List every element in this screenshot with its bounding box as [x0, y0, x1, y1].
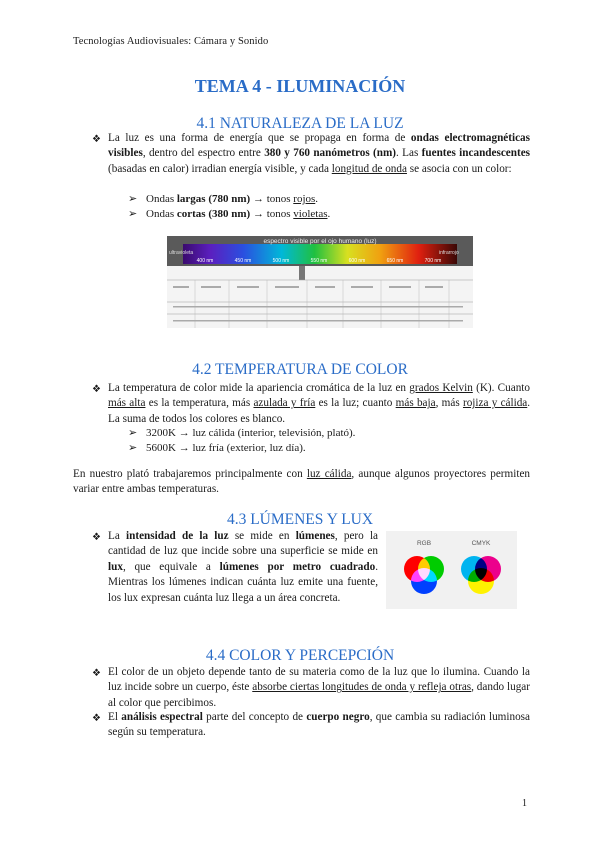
- paragraph-light-nature: La luz es una forma de energía que se propaga en forma de ondas electromagnéticas visibles, dentro del espectro entre 380 y 760 nanómetros (nm). Las fuentes incandescentes (basadas en calor) irradian energía visible, y cada longitud de onda se asocia con un color:: [108, 132, 531, 175]
- cmyk-yellow-circle: [468, 568, 494, 594]
- spectrum-nm-label: 700 nm: [424, 258, 442, 264]
- page-title: TEMA 4 - ILUMINACIÓN: [194, 76, 406, 96]
- page-header: Tecnologías Audiovisuales: Cámara y Sonido: [73, 36, 269, 47]
- bullet-diamond-icon: ❖: [92, 713, 101, 724]
- rgb-label: RGB: [416, 540, 432, 547]
- arrow-bullet-icon: ➢: [128, 193, 138, 205]
- spectrum-nm-label: 400 nm: [196, 258, 214, 264]
- bullet-diamond-icon: ❖: [92, 384, 101, 395]
- arrow-bullet-icon: ➢: [128, 427, 138, 439]
- spectrum-uv-label: ultravioleta: [169, 250, 194, 256]
- paragraph-spectral-analysis: El análisis espectral parte del concepto de cuerpo negro, que cambia su radiación luminosa según su temperatura.: [108, 711, 531, 739]
- list-item-short-waves: Ondas cortas (380 nm) → tonos violetas.: [146, 208, 331, 220]
- page-number: 1: [522, 798, 527, 809]
- section-heading-2: 4.2 TEMPERATURA DE COLOR: [192, 361, 408, 378]
- paragraph-studio-light: En nuestro plató trabajaremos principalmente con luz cálida, aunque algunos proyectores permiten variar entre ambas temperaturas.: [73, 468, 531, 496]
- paragraph-color-perception: El color de un objeto depende tanto de su materia como de la luz que lo ilumina. Cuando la luz incide sobre un cuerpo, éste absorbe ciertas longitudes de onda y refleja otras, dando lugar al color que percibimos.: [108, 666, 530, 709]
- spectrum-nm-label: 550 nm: [310, 258, 328, 264]
- section-heading-1: 4.1 NATURALEZA DE LA LUZ: [196, 115, 404, 132]
- arrow-bullet-icon: ➢: [128, 442, 138, 454]
- paragraph-color-temperature: La temperatura de color mide la apariencia cromática de la luz en grados Kelvin (K). Cuanto más alta es la temperatura, más azulada y fría es la luz; cuanto más baja, más rojiza y cálida. La suma de todos los colores es blanco.: [108, 382, 531, 425]
- bullet-diamond-icon: ❖: [92, 134, 101, 145]
- arrow-bullet-icon: ➢: [128, 208, 138, 220]
- section-heading-3: 4.3 LÚMENES Y LUX: [226, 511, 374, 528]
- spectrum-nm-label: 650 nm: [386, 258, 404, 264]
- bullet-diamond-icon: ❖: [92, 668, 101, 679]
- spectrum-nm-label: 500 nm: [272, 258, 290, 264]
- bullet-diamond-icon: ❖: [92, 532, 101, 543]
- spectrum-ir-label: infrarrojo: [439, 250, 459, 256]
- list-item-warm-light: 3200K → luz cálida (interior, televisión, plató).: [146, 427, 356, 439]
- electromagnetic-spectrum-image: [167, 236, 473, 328]
- rgb-cmyk-diagram: [386, 531, 517, 609]
- spectrum-nm-label: 600 nm: [348, 258, 366, 264]
- cmyk-label: CMYK: [471, 540, 491, 547]
- spectrum-title: espectro visible por el ojo humano (luz): [263, 238, 377, 245]
- paragraph-lumens-lux: La intensidad de la luz se mide en lúmenes, pero la cantidad de luz que incide sobre una superficie se mide en lux, que equivale a lúmenes por metro cuadrado. Mientras los lúmenes indican cuánta luz emite una fuente, los lux expresan cuánta luz llega a un área concreta.: [108, 530, 379, 604]
- spectrum-nm-label: 450 nm: [234, 258, 252, 264]
- list-item-cold-light: 5600K → luz fría (exterior, luz día).: [146, 442, 306, 454]
- rgb-blue-circle: [411, 568, 437, 594]
- list-item-long-waves: Ondas largas (780 nm) → tonos rojos.: [146, 193, 319, 205]
- section-heading-4: 4.4 COLOR Y PERCEPCIÓN: [205, 647, 395, 664]
